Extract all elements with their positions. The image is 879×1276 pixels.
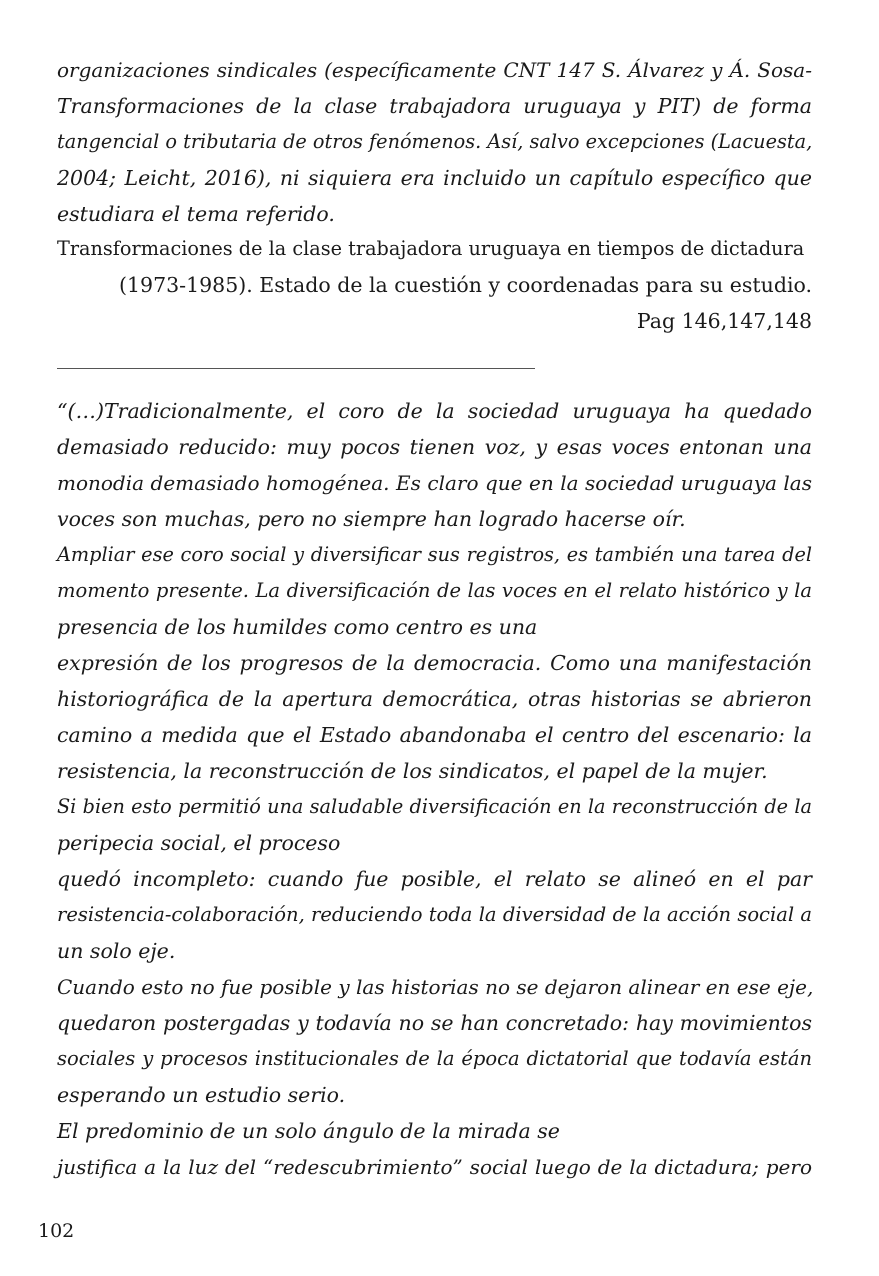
quote-line: Si bien esto permitió una saludable diversificación en la reconstrucción de la <box>57 795 812 818</box>
quote-line: Cuando esto no fue posible y las historias no se dejaron alinear en ese eje, <box>57 975 814 999</box>
quote-line: resistencia-colaboración, reduciendo toda la diversidad de la acción social a <box>57 903 812 926</box>
quote-line: expresión de los progresos de la democracia. Como una manifestación <box>57 651 812 675</box>
body-text-line: tangencial o tributaria de otros fenómenos. Así, salvo excepciones (Lacuesta, <box>57 130 813 153</box>
quote-line: resistencia, la reconstrucción de los sindicatos, el papel de la mujer. <box>57 759 768 783</box>
quote-line: “(…)Tradicionalmente, el coro de la sociedad uruguaya ha quedado <box>57 399 812 423</box>
quote-line: un solo eje. <box>57 939 176 963</box>
citation-pages: Pag 146,147,148 <box>636 309 812 333</box>
quote-line: monodia demasiado homogénea. Es claro que en la sociedad uruguaya las <box>57 471 812 495</box>
quote-line: demasiado reducido: muy pocos tienen voz, y esas voces entonan una <box>57 435 812 459</box>
quote-line: momento presente. La diversificación de las voces en el relato histórico y la <box>57 579 812 602</box>
quote-line: Ampliar ese coro social y diversificar sus registros, es también una tarea del <box>57 543 812 566</box>
quote-line: historiográfica de la apertura democrática, otras historias se abrieron <box>57 687 812 711</box>
body-text-line: 2004; Leicht, 2016), ni siquiera era incluido un capítulo específico que <box>57 166 812 190</box>
body-text-line: estudiara el tema referido. <box>57 202 335 226</box>
quote-line: peripecia social, el proceso <box>57 831 341 855</box>
citation-title-line: Transformaciones de la clase trabajadora uruguaya en tiempos de dictadura <box>57 237 805 260</box>
quote-line: El predominio de un solo ángulo de la mirada se <box>57 1119 560 1143</box>
quote-line: voces son muchas, pero no siempre han logrado hacerse oír. <box>57 507 686 531</box>
quote-line: esperando un estudio serio. <box>57 1083 346 1107</box>
quote-line: quedaron postergadas y todavía no se han concretado: hay movimientos <box>57 1011 812 1035</box>
quote-line: quedó incompleto: cuando fue posible, el relato se alineó en el par <box>57 867 812 891</box>
citation-title-line: (1973-1985). Estado de la cuestión y coordenadas para su estudio. <box>119 273 812 297</box>
quote-line: justifica a la luz del “redescubrimiento” social luego de la dictadura; pero <box>57 1155 812 1179</box>
section-divider <box>57 368 535 369</box>
quote-line: presencia de los humildes como centro es una <box>57 615 538 639</box>
quote-line: sociales y procesos institucionales de la época dictatorial que todavía están <box>57 1047 812 1070</box>
body-text-line: Transformaciones de la clase trabajadora uruguaya y PIT) de forma <box>57 94 812 118</box>
quote-line: camino a medida que el Estado abandonaba el centro del escenario: la <box>57 723 812 747</box>
body-text-line: organizaciones sindicales (específicamente CNT 147 S. Álvarez y Á. Sosa- <box>57 58 812 82</box>
page-number: 102 <box>38 1220 75 1242</box>
